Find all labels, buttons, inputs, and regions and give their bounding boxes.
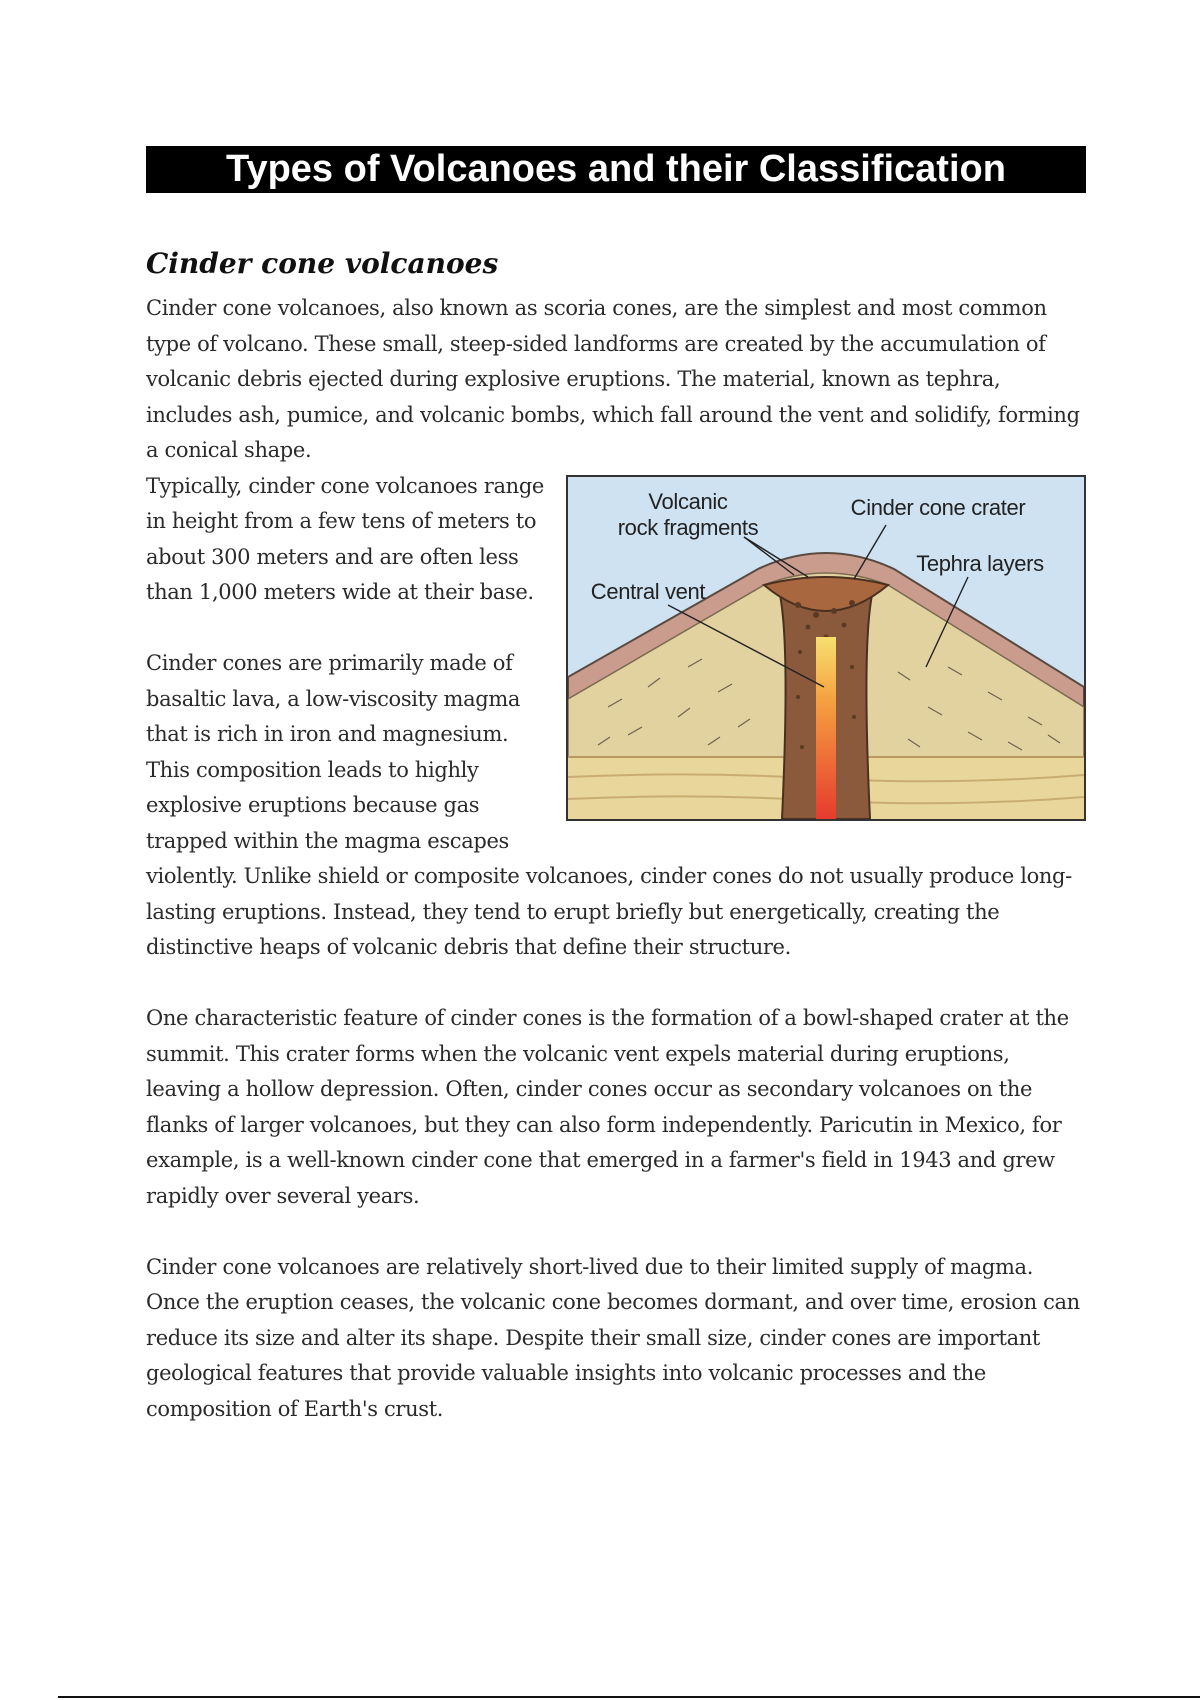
paragraph-intro: Cinder cone volcanoes, also known as scoria cones, are the simplest and most common type of volcano. These small, steep-sided landforms are created by the accumulation of volcanic debris ejected during explosive eruptions. The material, known as tephra, includes ash, pumice, and volcanic bombs, which fall around the vent and solidify, forming a conical shape. [146, 296, 1080, 462]
paragraph-composition: Cinder cones are primarily made of basaltic lava, a low-viscosity magma that is rich in iron and magnesium. This composition leads to highly explosive eruptions because gas trapped within the magma escapes violently. Unlike shield or composite volcanoes, cinder cones do not usually produce long-lasting eruptions. Instead, they tend to erupt briefly but energetically, creating the distinctive heaps of volcanic debris that define their structure. [146, 651, 1072, 959]
page-bottom-rule [58, 1696, 1200, 1698]
cinder-cone-illustration [568, 477, 1084, 819]
paragraph-lifespan: Cinder cone volcanoes are relatively short-lived due to their limited supply of magma. Once the eruption ceases, the volcanic cone becomes dormant, and over time, erosion can reduce its size and alter its shape. Despite their small size, cinder cones are important geological features that provide valuable insights into volcanic processes and the composition of Earth's crust. [146, 1254, 1080, 1421]
cinder-cone-diagram [566, 475, 1086, 821]
label-rock-fragments-line2: rock fragments [617, 514, 759, 540]
article-body [146, 291, 1086, 1427]
label-tephra-layers: Tephra layers [916, 550, 1044, 576]
label-rock-fragments-line1: Volcanic [648, 488, 728, 514]
paragraph-dimensions: Typically, cinder cone volcanoes range in height from a few tens of meters to about 300 meters and are often less than 1,000 meters wide at their base. [146, 473, 544, 604]
page-title: Types of Volcanoes and their Classification [146, 146, 1086, 193]
label-crater: Cinder cone crater [850, 494, 1026, 520]
section-heading: Cinder cone volcanoes [146, 247, 499, 280]
label-central-vent: Central vent [590, 578, 706, 604]
paragraph-crater: One characteristic feature of cinder cones is the formation of a bowl-shaped crater at the summit. This crater forms when the volcanic vent expels material during eruptions, leaving a hollow depression. Often, cinder cones occur as secondary volcanoes on the flanks of larger volcanoes, but they can also form independently. Paricutin in Mexico, for example, is a well-known cinder cone that emerged in a farmer's field in 1943 and grew rapidly over several years. [146, 1006, 1069, 1208]
magma-column [816, 637, 836, 819]
